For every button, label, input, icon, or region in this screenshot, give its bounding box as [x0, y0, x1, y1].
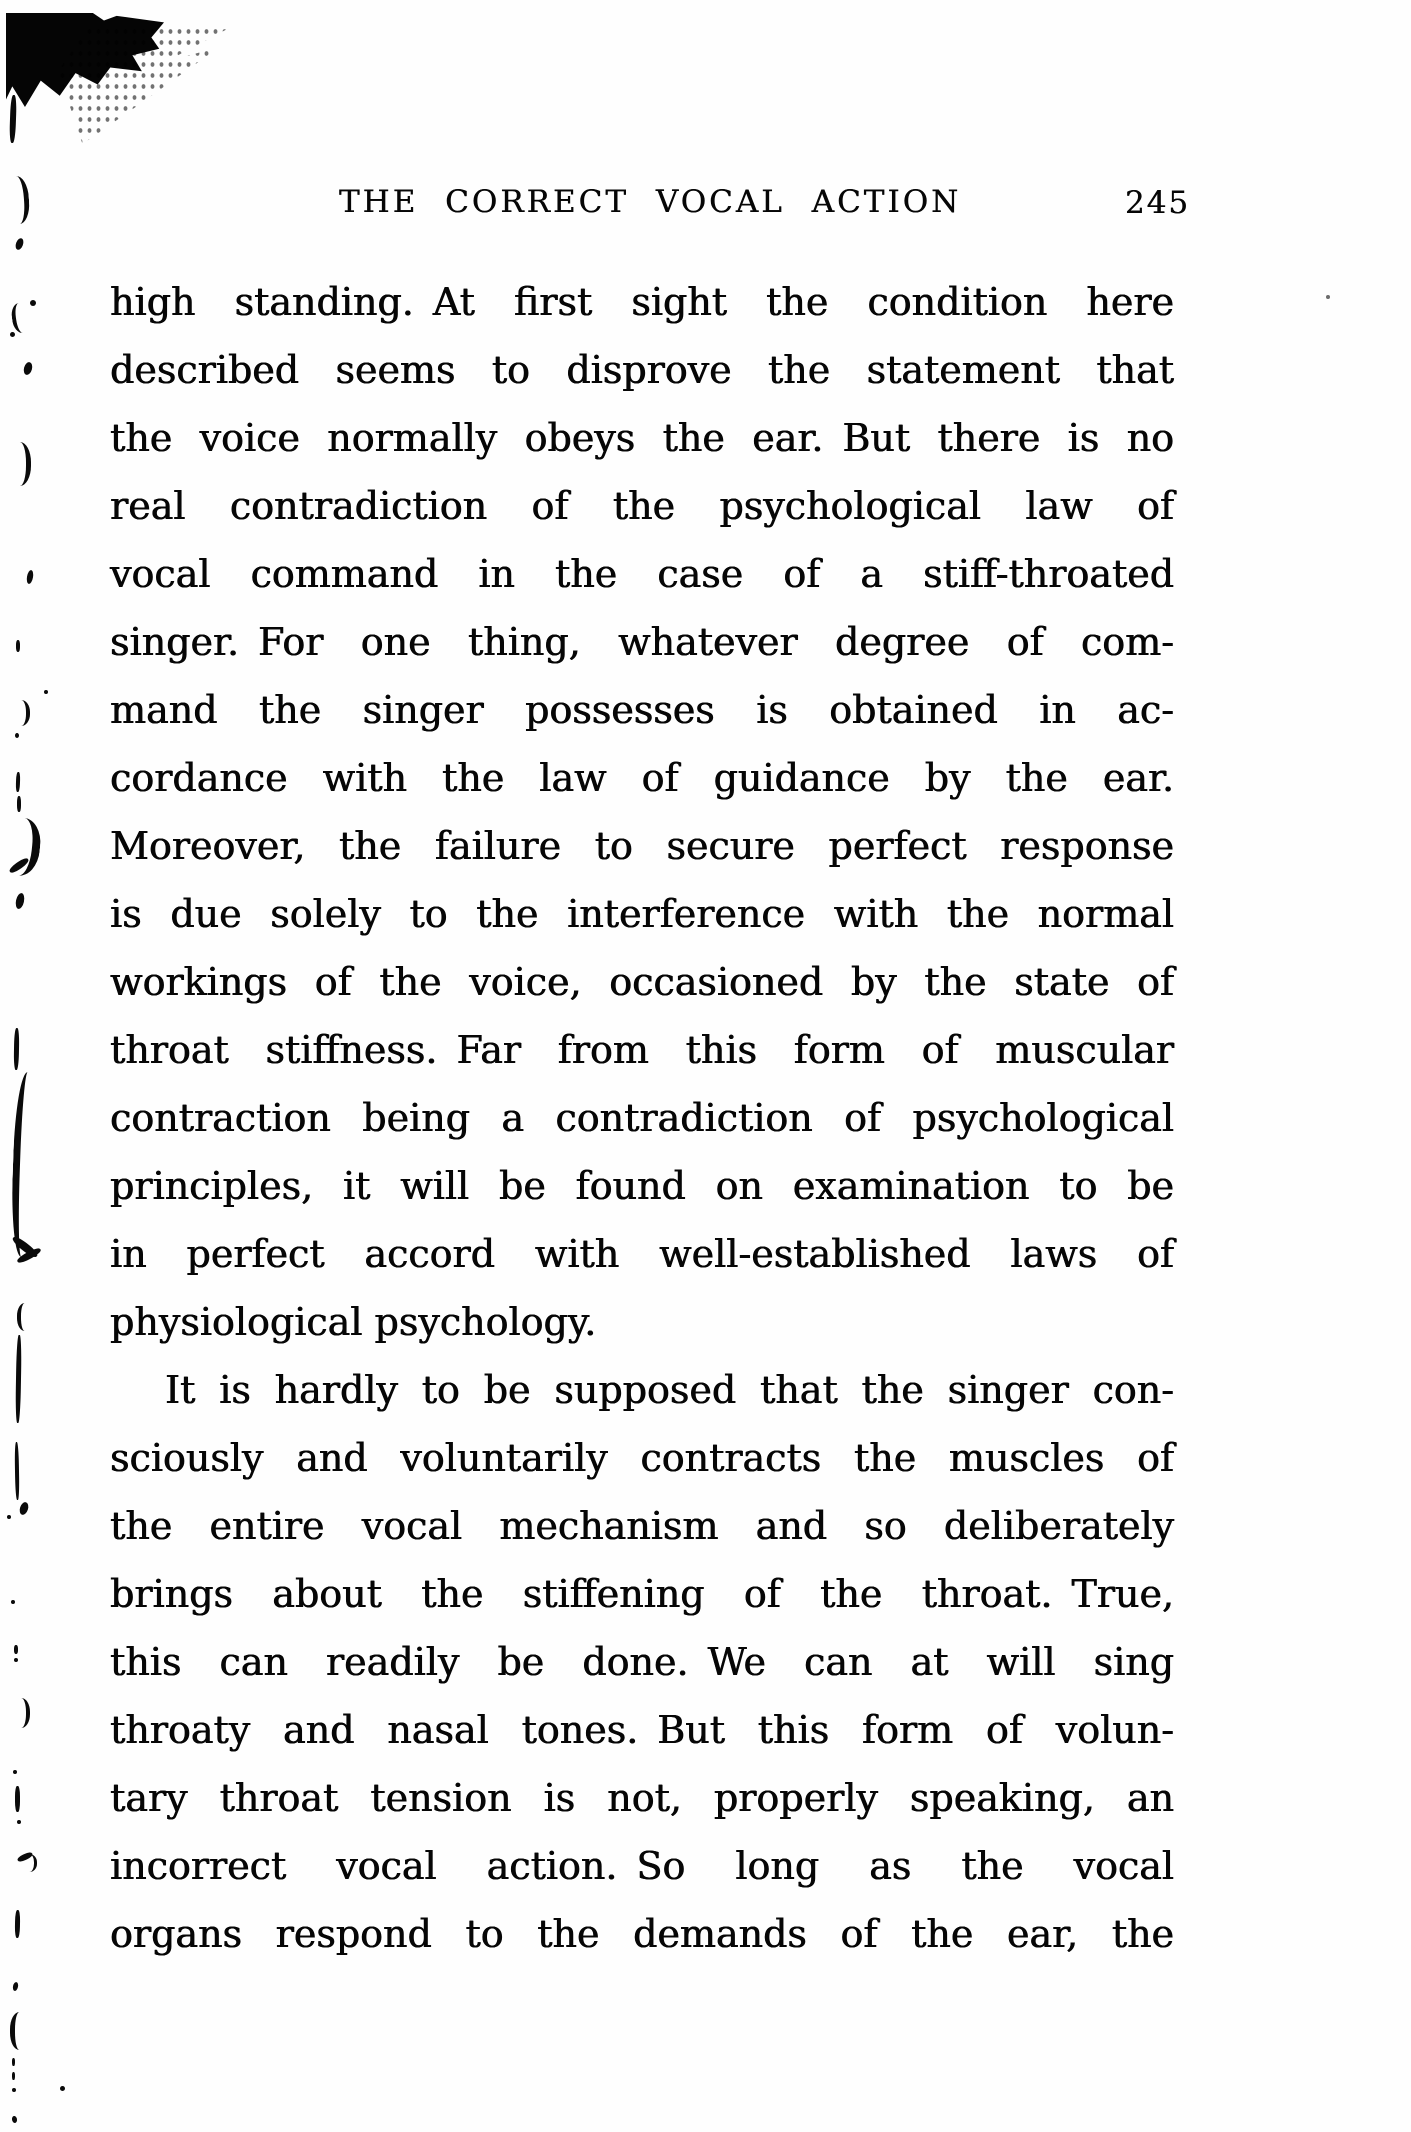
- ink-mark: [14, 237, 25, 251]
- ink-mark: [15, 1786, 20, 1812]
- ink-mark: [17, 796, 21, 812]
- text-line: workings of the voice, occasioned by the state of: [110, 960, 1174, 1004]
- ink-mark: [14, 892, 25, 909]
- text-line: tary throat tension is not, properly speaking, an: [110, 1776, 1174, 1820]
- ink-mark: [15, 1910, 20, 1938]
- ink-mark: [11, 2116, 17, 2124]
- text-line: high standing. At first sight the condition here: [110, 280, 1174, 324]
- ink-mark: [16, 772, 21, 792]
- ink-mark: [30, 300, 36, 306]
- ink-mark: [10, 302, 30, 334]
- text-line: throaty and nasal tones. But this form of volun-: [110, 1708, 1174, 1752]
- text-line-paragraph-start: It is hardly to be supposed that the singer con-: [165, 1368, 1174, 1412]
- text-line: mand the singer possesses is obtained in ac-: [110, 688, 1174, 732]
- text-line: this can readily be done. We can at will sing: [110, 1640, 1174, 1684]
- ink-mark: [26, 570, 34, 585]
- ink-mark: [14, 1645, 18, 1654]
- ink-mark: [22, 361, 33, 376]
- text-line: vocal command in the case of a stiff-throated: [110, 552, 1174, 596]
- ink-mark: [10, 332, 15, 337]
- ink-mark: [44, 690, 48, 694]
- ink-mark: [16, 640, 20, 652]
- ink-mark: [10, 1072, 37, 1258]
- ink-mark: [15, 733, 19, 738]
- text-line: throat stiffness. Far from this form of muscular: [110, 1028, 1174, 1072]
- text-line: incorrect vocal action. So long as the vocal: [110, 1844, 1174, 1888]
- ink-mark: [60, 2086, 65, 2091]
- page-number: 245: [1124, 185, 1190, 221]
- text-line-paragraph-end: physiological psychology.: [110, 1300, 597, 1344]
- text-line: brings about the stiffening of the throat. True,: [110, 1572, 1174, 1616]
- ink-mark: [14, 1442, 19, 1500]
- text-line: cordance with the law of guidance by the ear.: [110, 756, 1174, 800]
- ink-mark: [7, 1515, 11, 1519]
- text-line: principles, it will be found on examination to be: [110, 1164, 1174, 1208]
- text-line: Moreover, the failure to secure perfect response: [110, 824, 1174, 868]
- ink-mark: [15, 700, 30, 726]
- ink-speckle-artifact: [58, 26, 233, 144]
- ink-mark: [17, 1303, 31, 1331]
- ink-mark: [11, 1600, 15, 1604]
- text-line: sciously and voluntarily contracts the muscles of: [110, 1436, 1174, 1480]
- running-title: THE CORRECT VOCAL ACTION: [338, 184, 962, 220]
- page-header: [110, 184, 1190, 222]
- ink-mark: [14, 1658, 18, 1662]
- text-line: the voice normally obeys the ear. But there is no: [110, 416, 1174, 460]
- ink-mark: [8, 175, 30, 224]
- text-line: in perfect accord with well-established laws of: [110, 1232, 1174, 1276]
- text-line: is due solely to the interference with the normal: [110, 892, 1174, 936]
- ink-mark: [14, 1028, 20, 1070]
- body-text: [110, 268, 1174, 1968]
- ink-mark: [15, 1335, 22, 1423]
- ink-mark: [10, 2012, 27, 2050]
- text-line: organs respond to the demands of the ear, the: [110, 1912, 1174, 1956]
- ink-mark: [12, 2058, 15, 2066]
- ink-mark: [12, 2088, 16, 2092]
- ink-mark: [9, 95, 17, 143]
- text-line: singer. For one thing, whatever degree of com-: [110, 620, 1174, 664]
- ink-mark: [12, 1982, 19, 1992]
- ink-mark: [12, 2072, 15, 2080]
- ink-mark: [1326, 295, 1330, 299]
- ink-mark: [18, 1501, 30, 1516]
- text-line: contraction being a contradiction of psychological: [110, 1096, 1174, 1140]
- text-line: described seems to disprove the statement that: [110, 348, 1174, 392]
- text-line: the entire vocal mechanism and so deliberately: [110, 1504, 1174, 1548]
- ink-mark: [17, 1820, 21, 1824]
- ink-mark: [13, 1770, 17, 1774]
- text-line: real contradiction of the psychological law of: [110, 484, 1174, 528]
- ink-mark: [15, 1698, 30, 1728]
- ink-mark: [12, 442, 31, 486]
- ink-mark: [24, 1854, 37, 1872]
